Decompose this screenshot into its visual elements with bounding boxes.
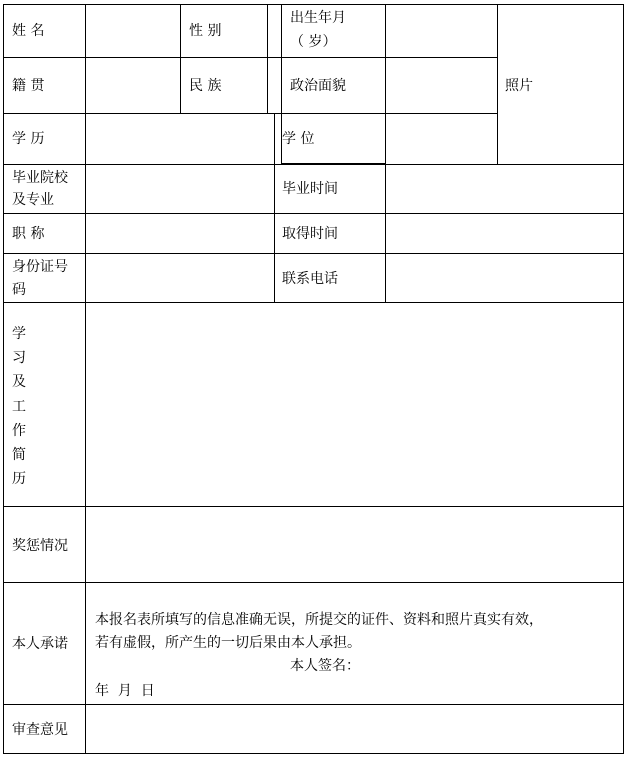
- review-label: 审查意见: [12, 722, 68, 738]
- school-label-line1: 毕业院校: [12, 170, 68, 186]
- school-label-line2: 及专业: [12, 192, 54, 208]
- name-field[interactable]: [85, 4, 181, 58]
- pledge-text-line2: 若有虚假，所产生的一切后果由本人承担。: [95, 635, 361, 651]
- political-status-label: 政治面貌: [290, 78, 346, 94]
- education-label: 学 历: [12, 131, 45, 147]
- signature-field[interactable]: [365, 655, 525, 677]
- degree-label: 学 位: [282, 131, 315, 147]
- native-place-field[interactable]: [85, 57, 181, 114]
- ethnicity-field[interactable]: [267, 57, 282, 114]
- ethnicity-label: 民 族: [189, 78, 222, 94]
- pledge-text-line1: 本报名表所填写的信息准确无误，所提交的证件、资料和照片真实有效，: [95, 612, 543, 628]
- political-status-field[interactable]: [385, 57, 498, 114]
- awards-label: 奖惩情况: [12, 538, 68, 554]
- birth-label-line2: （ 岁）: [290, 34, 337, 50]
- id-number-label-line2: 码: [12, 282, 26, 298]
- grad-time-field[interactable]: [385, 164, 624, 214]
- education-field[interactable]: [85, 113, 275, 165]
- school-field[interactable]: [85, 164, 275, 214]
- review-field[interactable]: [85, 704, 624, 754]
- title-label: 职 称: [12, 226, 45, 242]
- obtain-time-label: 取得时间: [282, 226, 338, 242]
- birth-label-line1: 出生年月: [290, 10, 346, 26]
- date-label: 年 月 日: [95, 683, 155, 699]
- grad-time-label: 毕业时间: [282, 181, 338, 197]
- gender-field[interactable]: [267, 4, 282, 58]
- phone-field[interactable]: [385, 253, 624, 303]
- pledge-label: 本人承诺: [12, 636, 68, 652]
- degree-field[interactable]: [385, 113, 498, 165]
- name-label: 姓 名: [12, 23, 45, 39]
- id-number-label-line1: 身份证号: [12, 259, 68, 275]
- resume-label: 学习及工作简历: [12, 326, 26, 488]
- photo-label: 照片: [505, 78, 533, 94]
- gender-label: 性 别: [189, 23, 222, 39]
- id-number-field[interactable]: [85, 253, 275, 303]
- native-place-label: 籍 贯: [12, 78, 45, 94]
- phone-label: 联系电话: [282, 271, 338, 287]
- obtain-time-field[interactable]: [385, 213, 624, 254]
- title-field[interactable]: [85, 213, 275, 254]
- signature-label: 本人签名：: [290, 658, 360, 674]
- awards-field[interactable]: [85, 506, 624, 583]
- resume-field[interactable]: [85, 302, 624, 507]
- birth-field[interactable]: [385, 4, 498, 58]
